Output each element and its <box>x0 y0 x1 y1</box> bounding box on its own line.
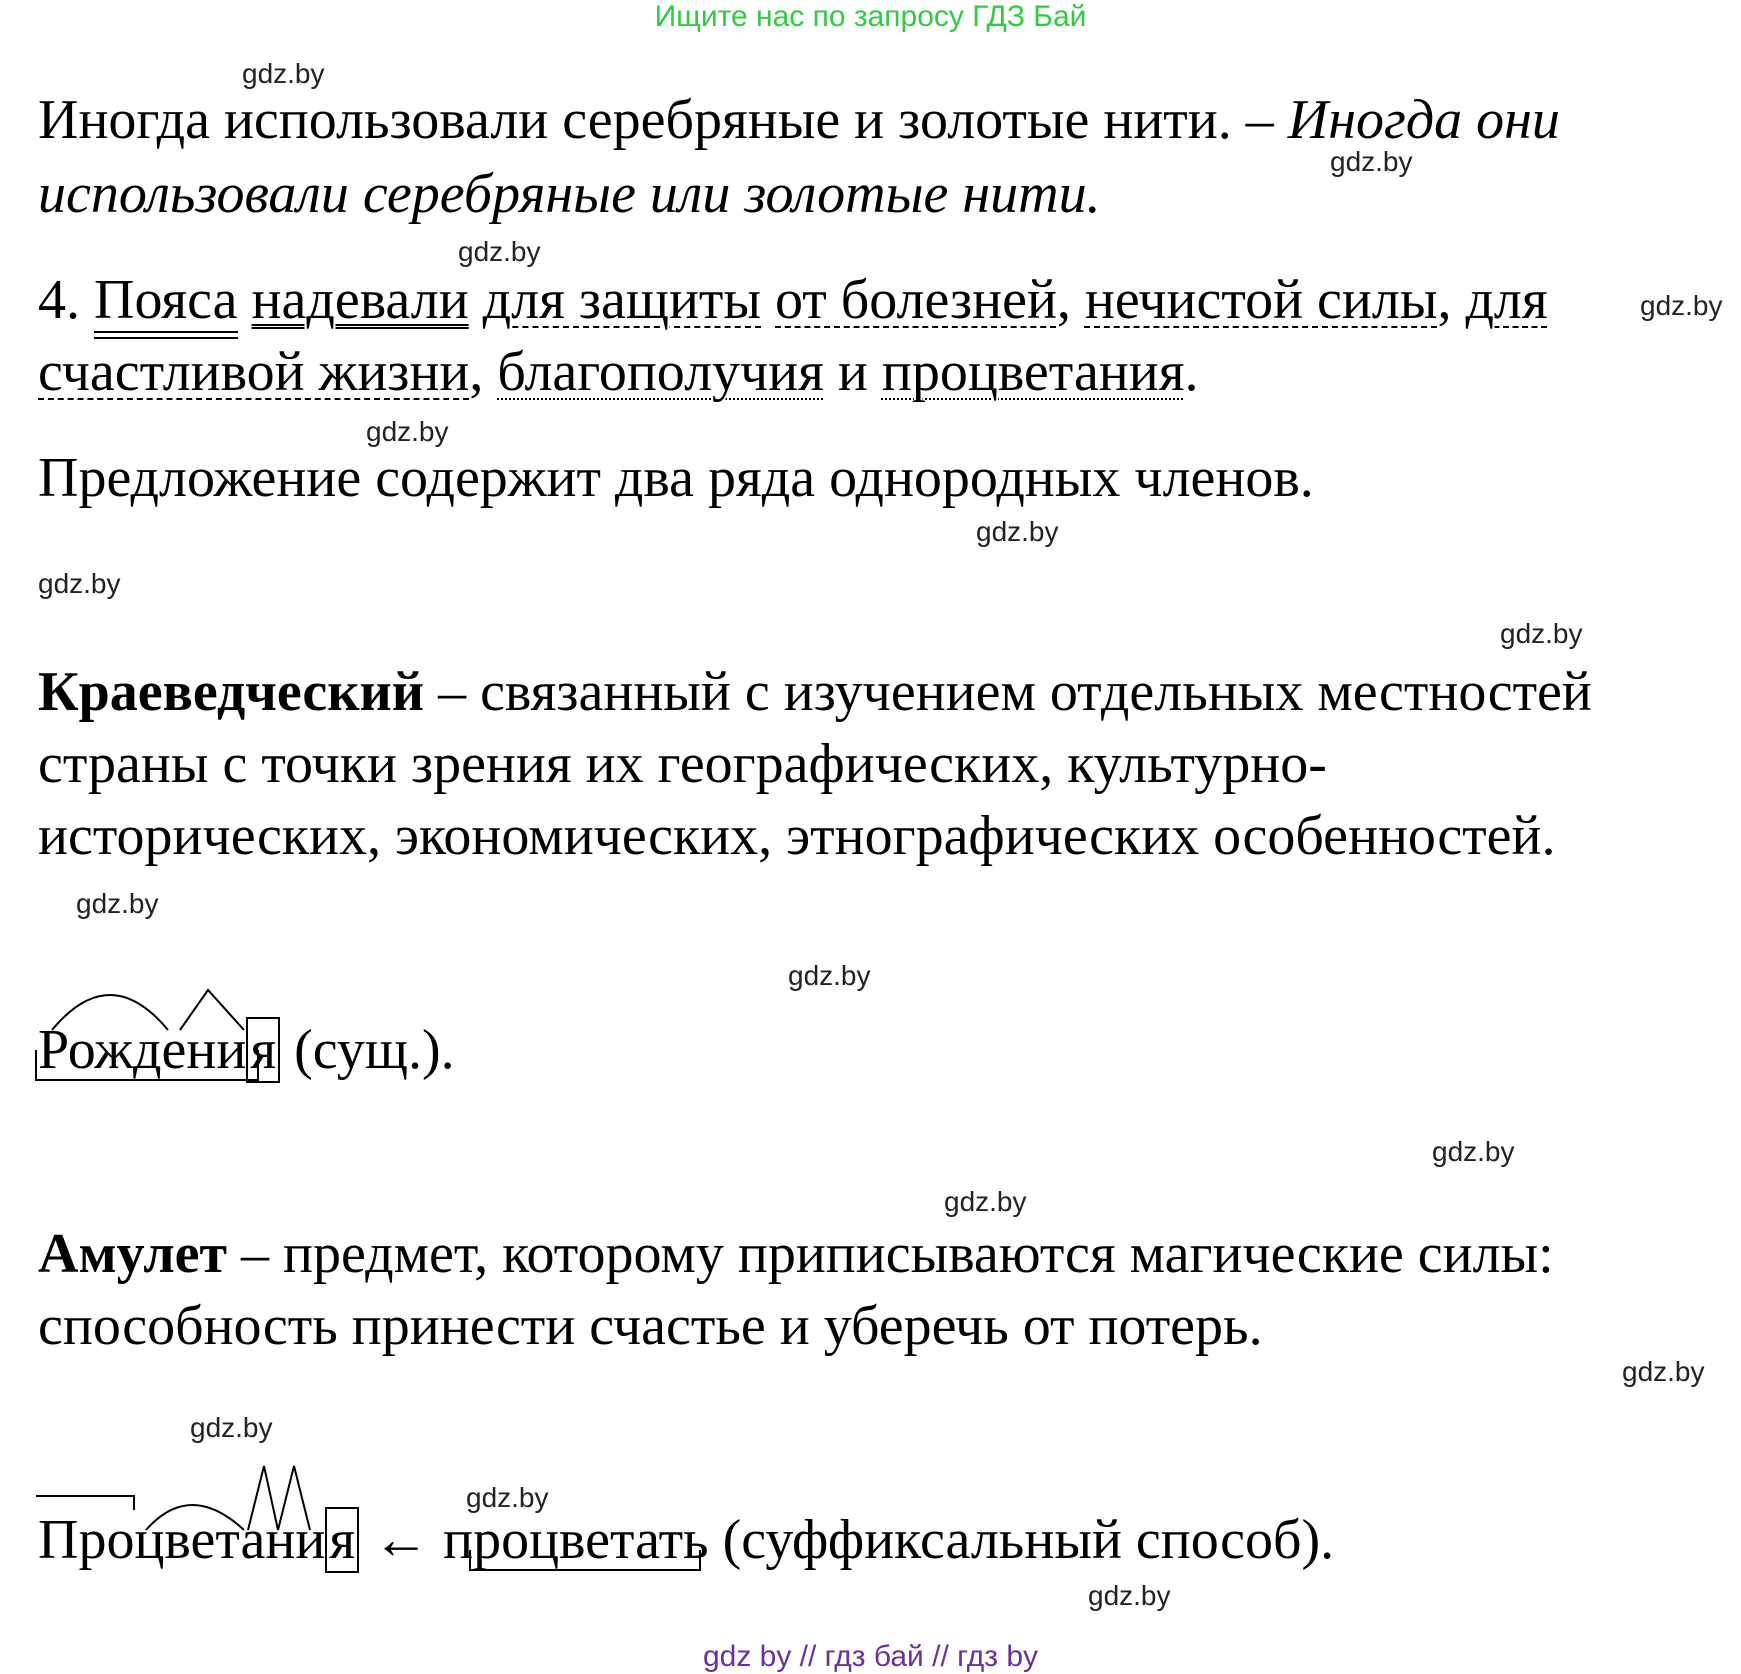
definition1-line1 <box>38 660 1592 724</box>
definition1-line3: исторических, экономических, этнографических особенностей. <box>38 805 1556 867</box>
sentence4-line2 <box>38 340 1199 404</box>
period: . <box>1184 341 1199 403</box>
arrow-left-icon: ← <box>373 1509 430 1571</box>
definition1-line2: страны с точки зрения их географических, культурно- <box>38 733 1327 795</box>
watermark: gdz.by <box>1432 1136 1515 1167</box>
watermark: gdz.by <box>1088 1580 1171 1611</box>
adverbial-word: для защиты <box>482 269 762 331</box>
watermark: gdz.by <box>190 1412 273 1443</box>
morph1-note: (сущ.). <box>280 1019 455 1081</box>
morph2-source: процветать <box>443 1509 709 1571</box>
sentence3-line2: использовали серебряные или золотые нити. <box>38 163 1101 225</box>
morph1-stem: Рождени <box>38 1019 247 1081</box>
sentence3-italic-a: Иногда они <box>1287 89 1560 151</box>
morph1-line <box>38 1018 455 1082</box>
sentence4-note: Предложение содержит два ряда однородных членов. <box>38 447 1314 509</box>
top-banner: Ищите нас по запросу ГДЗ Бай <box>654 0 1087 33</box>
definition2-term: Амулет <box>38 1223 227 1285</box>
footer: gdz by // гдз бай // гдз by <box>702 1640 1039 1673</box>
sentence4-number: 4. <box>38 269 80 331</box>
morph2-line <box>38 1508 1334 1572</box>
definition2-line1 <box>38 1222 1554 1286</box>
watermark: gdz.by <box>1640 290 1723 321</box>
ending-box: я <box>246 1017 280 1083</box>
definition2-line2: способность принести счастье и уберечь от потерь. <box>38 1295 1263 1357</box>
adverbial-word: благополучия <box>497 341 824 403</box>
watermark: gdz.by <box>944 1186 1027 1217</box>
watermark: gdz.by <box>788 960 871 991</box>
definition1-term: Краеведческий <box>38 661 425 723</box>
comma: , <box>469 341 484 403</box>
conjunction: и <box>837 341 868 403</box>
predicate-word: надевали <box>251 269 469 331</box>
comma: , <box>1056 269 1071 331</box>
sentence3-plain: Иногда использовали серебряные и золотые нити. – <box>38 89 1274 151</box>
watermark: gdz.by <box>1622 1356 1705 1387</box>
definition1-text: – связанный с изучением отдельных местностей <box>424 661 1592 723</box>
comma: , <box>1437 269 1452 331</box>
object-word: нечистой силы <box>1084 269 1438 331</box>
adverbial-word: процветания <box>881 341 1185 403</box>
adverbial-word: для <box>1465 269 1548 331</box>
sentence3-line1 <box>38 88 1560 152</box>
sentence4-line1 <box>38 268 1548 332</box>
watermark: gdz.by <box>366 416 449 447</box>
watermark: gdz.by <box>976 516 1059 547</box>
ending-box: я <box>325 1507 359 1573</box>
adverbial-word: счастливой жизни <box>38 341 470 403</box>
morph2-stem: Процветани <box>38 1509 326 1571</box>
watermark: gdz.by <box>1500 618 1583 649</box>
definition2-text: – предмет, которому приписываются магические силы: <box>226 1223 1554 1285</box>
watermark: gdz.by <box>458 236 541 267</box>
watermark: gdz.by <box>38 568 121 599</box>
object-word: от болезней <box>775 269 1057 331</box>
watermark: gdz.by <box>466 1482 549 1513</box>
watermark: gdz.by <box>76 888 159 919</box>
morph2-note: (суффиксальный способ). <box>708 1509 1335 1571</box>
subject-word: Пояса <box>94 269 238 331</box>
watermark: gdz.by <box>1330 146 1413 177</box>
watermark: gdz.by <box>242 58 325 89</box>
